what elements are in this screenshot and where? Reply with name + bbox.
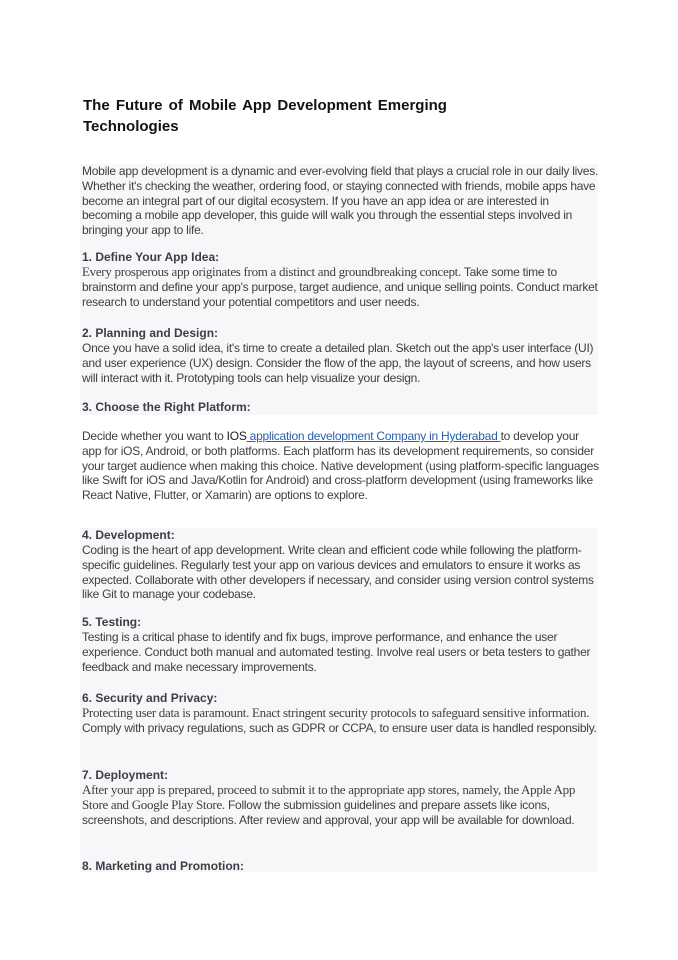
section-development <box>82 528 600 602</box>
section-heading: 4. Development: <box>82 528 175 542</box>
intro-section <box>82 164 600 238</box>
ios-company-link[interactable]: application development Company in Hyderabad <box>246 429 501 443</box>
section-body <box>82 783 600 827</box>
section-body-serif-part: After your app is prepared, proceed to submit it to the appropriate app stores, namely, the Apple App Store and Google Play Store. <box>82 782 576 812</box>
section-heading: 7. Deployment: <box>82 768 169 782</box>
section-choose-platform <box>82 400 600 503</box>
section-testing <box>82 615 600 674</box>
intro-paragraph: Mobile app development is a dynamic and ever-evolving field that plays a crucial role in our daily lives. Whether it's checking the weather, ordering food, or staying connected with friends, mobile apps have become an integral part of our digital ecosystem. If you have an app idea or are interested in becoming a mobile app developer, this guide will walk you through the essential steps involved in bringing your app to life. <box>82 164 599 238</box>
section-body: Once you have a solid idea, it's time to create a detailed plan. Sketch out the app's user interface (UI) and user experience (UX) design. Consider the flow of the app, the layout of screens, and how users will interact with it. Prototyping tools can help visualize your design. <box>82 341 594 385</box>
ios-word: IOS <box>226 429 247 443</box>
section-body-serif-part: Protecting user data is paramount. Enact stringent security protocols to safeguard sensitive information. <box>82 705 590 720</box>
section-heading: 2. Planning and Design: <box>82 326 219 340</box>
section-body: Testing is a critical phase to identify and fix bugs, improve performance, and enhance the user experience. Conduct both manual and automated testing. Involve real users or beta testers to gather feedback and make necessary improvements. <box>82 630 591 674</box>
section-define-idea <box>82 250 600 309</box>
section-heading: 1. Define Your App Idea: <box>82 250 220 264</box>
page-title: The Future of Mobile App Development Emerging Technologies <box>83 97 447 135</box>
section-body <box>82 429 600 503</box>
section-planning-design <box>82 326 600 385</box>
section-body-part: Decide whether you want to <box>82 429 227 443</box>
section-body-part: to develop your app for iOS, Android, or both platforms. Each platform has its development requirements, so consider your target audience when making this choice. Native development (using platform-specific languages like Swift for iOS and Java/Kotlin for Android) and cross-platform development (using frameworks like React Native, Flutter, or Xamarin) are options to explore. <box>82 429 599 503</box>
section-heading: 6. Security and Privacy: <box>82 691 218 705</box>
section-body-part: Comply with privacy regulations, such as GDPR or CCPA, to ensure user data is handled responsibly. <box>82 720 597 735</box>
section-heading: 5. Testing: <box>82 615 142 629</box>
section-body-part: Take some time to brainstorm and define your app's purpose, target audience, and unique selling points. Conduct market research to understand your potential competitors and user needs. <box>82 265 598 309</box>
section-body-part: Follow the submission guidelines and prepare assets like icons, screenshots, and descriptions. After review and approval, your app will be available for download. <box>82 797 575 827</box>
section-body-serif-part: Every prosperous app originates from a distinct and groundbreaking concept. <box>82 264 461 279</box>
section-deployment <box>82 768 600 827</box>
section-body: Coding is the heart of app development. Write clean and efficient code while following the platform-specific guidelines. Regularly test your app on various devices and emulators to ensure it works as expected. Collaborate with other developers if necessary, and consider using version control systems like Git to manage your codebase. <box>82 543 594 602</box>
section-security-privacy <box>82 691 600 736</box>
section-heading: 3. Choose the Right Platform: <box>82 400 251 414</box>
section-marketing-promotion <box>82 859 600 874</box>
section-body <box>82 265 600 309</box>
section-heading: 8. Marketing and Promotion: <box>82 859 245 873</box>
section-body <box>82 706 600 736</box>
